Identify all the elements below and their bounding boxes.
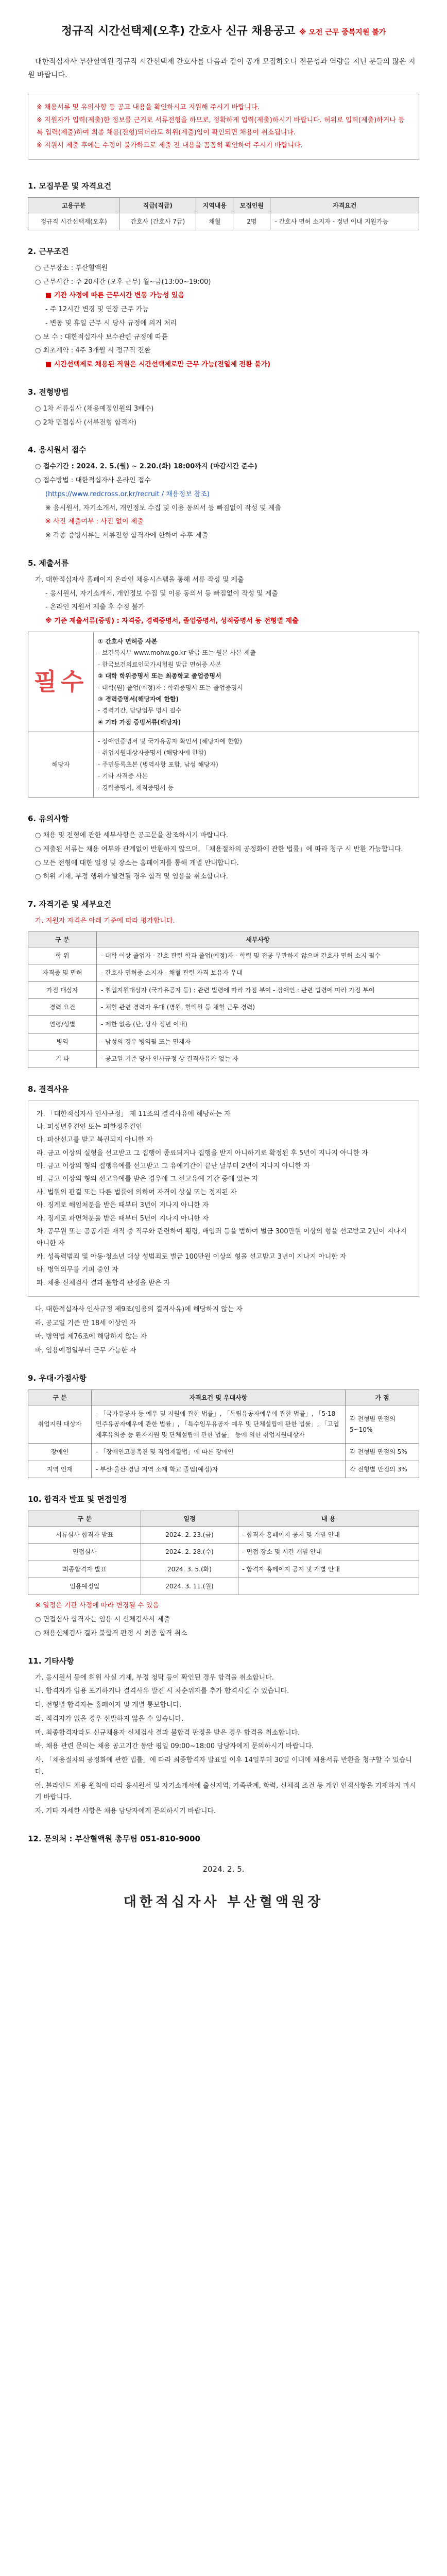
table-cell: - 합격자 홈페이지 공지 및 개별 안내 xyxy=(238,1561,419,1578)
section-heading: 5. 제출서류 xyxy=(28,558,69,568)
preference-table xyxy=(28,1389,419,1478)
table-row xyxy=(28,1016,419,1033)
list-item: - 경력기간, 담당업무 명시 필수 xyxy=(98,707,182,715)
table-row xyxy=(28,964,419,981)
text-line: 자. 기타 자세한 사항은 채용 담당자에게 문의하시기 바랍니다. xyxy=(35,1807,216,1816)
table-header: 구 분 xyxy=(28,1511,141,1526)
table-cell xyxy=(238,1578,419,1595)
list-item: - 장애인증명서 및 국가유공자 확인서 (해당자에 한함) xyxy=(98,738,243,745)
table-cell: - 「장애인고용촉진 및 직업재활법」에 따른 장애인 xyxy=(92,1444,346,1461)
text-line: 가. 대한적십자사 홈페이지 온라인 채용시스템을 통해 서류 작성 및 제출 xyxy=(35,575,244,584)
list-item: ① 간호사 면허증 사본 xyxy=(98,637,158,645)
disqualification-box xyxy=(28,1100,419,1297)
list-item: - 취업지원대상자증명서 (해당자에 한함) xyxy=(98,749,207,757)
text-line: ※ 각종 증빙서류는 서류전형 합격자에 한하여 추후 제출 xyxy=(45,532,209,540)
announcement-date: 2024. 2. 5. xyxy=(202,1864,245,1874)
list-item: - 한국보건의료인국가시험원 발급 면허증 사본 xyxy=(98,660,221,668)
list-item: 라. 금고 이상의 실형을 선고받고 그 집행이 종료되거나 집행을 받지 아니하기로 확정된 후 5년이 지나지 아니한 자 xyxy=(37,1149,368,1157)
table-header: 구 분 xyxy=(28,931,97,947)
list-item: 가. 「대한적십자사 인사규정」 제 11조의 결격사유에 해당하는 자 xyxy=(37,1110,231,1118)
text-line: ○ 허위 기재, 부정 행위가 발견될 경우 합격 및 임용을 취소합니다. xyxy=(35,873,228,881)
table-header: 자격요건 및 우대사항 xyxy=(92,1389,346,1405)
table-cell: 지역 인재 xyxy=(28,1461,92,1478)
table-cell: - 공고일 기준 당사 인사규정 상 결격사유가 없는 자 xyxy=(97,1050,419,1067)
text-line: ○ 채용 및 전형에 관한 세부사항은 공고문을 참조하시기 바랍니다. xyxy=(35,832,229,840)
table-cell: 자격증 및 면허 xyxy=(28,964,97,981)
text-line: 나. 합격자가 임용 포기하거나 결격사유 발견 시 차순위자를 추가 합격시킬 수 있습니다. xyxy=(35,1687,289,1696)
table-row xyxy=(28,1405,419,1443)
list-item: - 보건복지부 www.mohw.go.kr 발급 또는 원본 사본 제출 xyxy=(98,649,256,657)
table-cell: - 합격자 홈페이지 공지 및 개별 안내 xyxy=(238,1526,419,1543)
section-heading: 1. 모집부문 및 자격요건 xyxy=(28,181,112,191)
section-heading: 8. 결격사유 xyxy=(28,1084,69,1094)
text-line: ○ 2차 면접심사 (서류전형 합격자) xyxy=(35,418,136,427)
table-header: 구 분 xyxy=(28,1389,92,1405)
table-row xyxy=(28,213,419,230)
text-line: 가. 응시원서 등에 허위 사실 기재, 부정 청탁 등이 확인된 경우 합격을 취소합니다. xyxy=(35,1673,274,1682)
recruit-link[interactable]: (https://www.redcross.or.kr/recruit / 채용정보 참조) xyxy=(45,490,210,498)
list-item: 차. 공무원 또는 공공기관 재직 중 직무와 관련하여 횡령, 배임죄 등을 범하여 벌금 300만원 이상의 형을 선고받고 2년이 지나지 아니한 자 xyxy=(37,1228,407,1248)
text-line: - 온라인 지원서 제출 후 수정 불가 xyxy=(45,603,145,612)
text-line: 라. 적격자가 없을 경우 선발하지 않을 수 있습니다. xyxy=(35,1715,184,1723)
table-cell: 병역 xyxy=(28,1033,97,1050)
table-cell: - 취업지원대상자 (국가유공자 등) : 관련 법령에 따라 가점 부여 - 장애인 : 관련 법령에 따라 가점 부여 xyxy=(97,981,419,998)
contact-heading: 12. 문의처 : 부산혈액원 총무팀 051-810-9000 xyxy=(28,1834,200,1843)
table-row xyxy=(28,1461,419,1478)
table-cell: 장애인 xyxy=(28,1444,92,1461)
table-cell: 임용예정일 xyxy=(28,1578,141,1595)
table-cell: - 채혈 관련 경력자 우대 (병원, 혈액원 등 채혈 근무 경력) xyxy=(97,998,419,1015)
table-cell: 면접심사 xyxy=(28,1544,141,1561)
list-item: 바. 금고 이상의 형의 선고유예를 받은 경우에 그 선고유예 기간 중에 있는 자 xyxy=(37,1175,259,1183)
table-row xyxy=(28,1544,419,1561)
text-line: ■ 시간선택제로 채용된 직원은 시간선택제로만 근무 가능(전일제 전환 불가) xyxy=(45,361,271,369)
documents-table xyxy=(28,632,419,798)
text-line: ○ 최초계약 : 4주 3개월 시 정규직 전환 xyxy=(35,347,151,355)
table-row xyxy=(28,1561,419,1578)
table-row xyxy=(28,947,419,964)
text-line: ○ 1차 서류심사 (채용예정인원의 3배수) xyxy=(35,404,154,413)
table-cell: 간호사 (간호사 7급) xyxy=(119,213,196,230)
list-item: 자. 징계로 파면처분을 받은 때부터 5년이 지나지 아니한 자 xyxy=(37,1214,209,1223)
title-suffix: ※ 오전 근무 중복지원 불가 xyxy=(299,28,386,37)
table-cell: 2명 xyxy=(233,213,270,230)
table-row xyxy=(28,998,419,1015)
text-line: 다. 전형별 합격자는 홈페이지 및 개별 통보합니다. xyxy=(35,1701,182,1709)
table-row xyxy=(28,1050,419,1067)
table-cell: 해당자 xyxy=(28,732,94,798)
table-cell xyxy=(94,632,419,732)
section-heading: 10. 합격자 발표 및 면접일정 xyxy=(28,1494,127,1504)
table-cell: - 간호사 면허 소지자 - 정년 이내 지원가능 xyxy=(270,213,419,230)
recruitment-table xyxy=(28,197,419,230)
list-item: 파. 채용 신체검사 결과 불합격 판정을 받은 자 xyxy=(37,1279,170,1287)
text-line: ○ 접수기간 : 2024. 2. 5.(월) ~ 2.20.(화) 18:00까지 (마감시간 준수) xyxy=(35,463,257,471)
table-header: 세부사항 xyxy=(97,931,419,947)
table-row xyxy=(28,732,419,798)
table-header: 일정 xyxy=(141,1511,238,1526)
section-heading: 9. 우대·가점사항 xyxy=(28,1373,87,1383)
title-main: 정규직 시간선택제(오후) 간호사 신규 채용공고 xyxy=(61,25,296,38)
list-item: - 경력증명서, 재직증명서 등 xyxy=(98,784,174,791)
text-line: - 변동 및 휴일 근무 시 당사 규정에 의거 처리 xyxy=(45,319,177,327)
list-item: ④ 기타 가점 증빙서류(해당자) xyxy=(98,718,181,726)
section-heading: 7. 자격기준 및 세부요건 xyxy=(28,900,112,909)
text-line: ○ 근무시간 : 주 20시간 (오후 근무) 월~금(13:00~19:00) xyxy=(35,278,211,286)
list-item: 다. 파산선고를 받고 복권되지 아니한 자 xyxy=(37,1136,153,1144)
text-line: 아. 블라인드 채용 원칙에 따라 응시원서 및 자기소개서에 출신지역, 가족관계, 학력, 신체적 조건 등 개인 인적사항을 기재하지 마시기 바랍니다. xyxy=(35,1782,416,1802)
table-header: 지역내용 xyxy=(196,197,233,213)
required-label: 필수 xyxy=(33,668,88,696)
notice-item: ※ 지원자가 입력(제출)한 정보를 근거로 서류전형을 하므로, 정확하게 입력(제출)하시기 바랍니다. 허위로 입력(제출)하거나 등록 입력(제출)하여 최종 채용(전형)되더라도 허위(제출)임이 확인되면 채용이 취소됩니다. xyxy=(37,116,405,137)
list-item: - 기타 자격증 사본 xyxy=(98,772,148,780)
section-heading: 6. 유의사항 xyxy=(28,814,69,824)
table-cell: - 간호사 면허증 소지자 - 채혈 관련 자격 보유자 우대 xyxy=(97,964,419,981)
table-cell: 경력 요건 xyxy=(28,998,97,1015)
table-cell: 2024. 2. 28.(수) xyxy=(141,1544,238,1561)
table-cell: 각 전형별 만점의 5% xyxy=(346,1444,419,1461)
table-cell: 최종합격자 발표 xyxy=(28,1561,141,1578)
table-row xyxy=(28,632,419,732)
text-line: 라. 공고일 기준 만 18세 이상인 자 xyxy=(35,1319,136,1327)
table-cell: 2024. 3. 11.(월) xyxy=(141,1578,238,1595)
table-header: 내 용 xyxy=(238,1511,419,1526)
text-line: 다. 대한적십자사 인사규정 제9조(임용의 결격사유)에 해당하지 않는 자 xyxy=(35,1305,243,1313)
text-line: ※ 일정은 기관 사정에 따라 변경될 수 있음 xyxy=(35,1602,159,1610)
list-item: 카. 성폭력범죄 및 아동·청소년 대상 성범죄로 벌금 100만원 이상의 형을 선고받고 3년이 지나지 아니한 자 xyxy=(37,1252,347,1261)
table-cell: 각 전형별 만점의 3% xyxy=(346,1461,419,1478)
text-line: ○ 모든 전형에 대한 일정 및 장소는 홈페이지를 통해 개별 안내합니다. xyxy=(35,859,239,867)
text-line: 마. 최종합격자라도 신규채용자 신체검사 결과 불합격 판정을 받은 경우 합격을 취소합니다. xyxy=(35,1728,300,1737)
table-header: 모집인원 xyxy=(233,197,270,213)
table-header: 직급(직급) xyxy=(119,197,196,213)
text-line: ※ 사진 제출여부 : 사진 없이 제출 xyxy=(45,518,144,526)
table-cell: - 남성의 경우 병역필 또는 면제자 xyxy=(97,1033,419,1050)
list-item: 아. 징계로 해임처분을 받은 때부터 3년이 지나지 아니한 자 xyxy=(37,1201,209,1210)
text-line: ○ 면접심사 합격자는 임용 시 신체검사서 제출 xyxy=(35,1616,170,1624)
table-cell xyxy=(28,632,94,732)
table-cell: 기 타 xyxy=(28,1050,97,1067)
text-line: 가. 지원자 자격은 아래 기준에 따라 평가합니다. xyxy=(35,917,175,925)
table-row xyxy=(28,1578,419,1595)
text-line: ○ 제출된 서류는 채용 여부와 관계없이 반환하지 않으며, 「채용절차의 공정화에 관한 법률」에 따라 청구 시 반환 가능합니다. xyxy=(35,845,403,853)
table-cell: - 부산·울산·경남 지역 소재 학교 졸업(예정)자 xyxy=(92,1461,346,1478)
intro-text: 대한적십자사 부산혈액원 정규직 시간선택제 간호사를 다음과 같이 공개 모집하오니 전문성과 역량을 지닌 분들의 많은 지원 바랍니다. xyxy=(28,57,416,80)
list-item: - 대학(원) 졸업(예정)자 : 학위증명서 또는 졸업증명서 xyxy=(98,684,243,691)
table-cell: 채혈 xyxy=(196,213,233,230)
table-header: 고용구분 xyxy=(28,197,119,213)
schedule-table xyxy=(28,1511,419,1596)
table-row xyxy=(28,1526,419,1543)
table-cell: 연령/성별 xyxy=(28,1016,97,1033)
list-item: 타. 병역의무를 기피 중인 자 xyxy=(37,1266,118,1274)
text-line: ○ 보 수 : 대한적십자사 보수관련 규정에 따름 xyxy=(35,333,168,341)
page-title xyxy=(28,24,419,40)
table-cell: 2024. 3. 5.(화) xyxy=(141,1561,238,1578)
section-heading: 2. 근무조건 xyxy=(28,246,69,256)
list-item: 마. 금고 이상의 형의 집행유예를 선고받고 그 유예기간이 끝난 날부터 2년이 지나지 아니한 자 xyxy=(37,1162,310,1171)
table-cell: 서류심사 합격자 발표 xyxy=(28,1526,141,1543)
table-cell: - 「국가유공자 등 예우 및 지원에 관한 법률」, 「독립유공자예우에 관한 법률」, 「5·18민주유공자예우에 관한 법률」, 「특수임무유공자 예우 및 단체설립에 관한 법률」, 「고엽제후유의증 등 환자지원 및 단체설립에 관한 법률」 등에 의한 취업지원대상자 xyxy=(92,1405,346,1443)
table-row xyxy=(28,1033,419,1050)
list-item: ② 대학 학위증명서 또는 최종학교 졸업증명서 xyxy=(98,672,221,680)
table-cell: 취업지원 대상자 xyxy=(28,1405,92,1443)
text-line: 바. 임용예정일부터 근무 가능한 자 xyxy=(35,1347,136,1355)
section-heading: 11. 기타사항 xyxy=(28,1656,74,1666)
table-cell: 각 전형별 만점의 5~10% xyxy=(346,1405,419,1443)
table-cell: - 제한 없음 (단, 당사 정년 이내) xyxy=(97,1016,419,1033)
text-line: 마. 병역법 제76조에 해당하지 않는 자 xyxy=(35,1333,147,1341)
text-line: 바. 채용 관련 문의는 채용 공고기간 동안 평일 09:00~18:00 담당자에게 문의하시기 바랍니다. xyxy=(35,1742,314,1751)
table-cell: - 대학 이상 졸업자 - 간호 관련 학과 졸업(예정)자 - 학력 및 전공 무관하지 않으며 간호사 면허 소지 필수 xyxy=(97,947,419,964)
notice-item: ※ 지원서 제출 후에는 수정이 불가하므로 제출 전 내용을 꼼꼼히 확인하여 주시기 바랍니다. xyxy=(37,142,303,150)
section-heading: 4. 응시원서 접수 xyxy=(28,445,87,455)
text-line: ○ 접수방법 : 대한적십자사 온라인 접수 xyxy=(35,477,151,485)
text-line: ※ 응시원서, 자기소개서, 개인정보 수집 및 이용 동의서 등 빠짐없이 작성 및 제출 xyxy=(45,504,282,512)
text-line: - 응시원서, 자기소개서, 개인정보 수집 및 이용 동의서 등 빠짐없이 작성 및 제출 xyxy=(45,589,278,598)
organization-name: 대한적십자사 부산혈액원장 xyxy=(123,1894,324,1910)
list-item: - 주민등록초본 (병역사항 포함, 남성 해당자) xyxy=(98,760,218,768)
table-row xyxy=(28,981,419,998)
list-item: 나. 피성년후견인 또는 피한정후견인 xyxy=(37,1123,142,1131)
list-item: ③ 경력증명서(해당자에 한함) xyxy=(98,695,179,703)
text-line: ○ 채용신체검사 결과 불합격 판정 시 최종 합격 취소 xyxy=(35,1629,187,1637)
table-cell xyxy=(94,732,419,798)
list-item: 사. 법원의 판결 또는 다른 법률에 의하여 자격이 상실 또는 정지된 자 xyxy=(37,1188,237,1196)
text-line: ■ 기관 사정에 따른 근무시간 변동 가능성 있음 xyxy=(45,292,185,300)
text-line: ※ 기준 제출서류(증빙) : 자격증, 경력증명서, 졸업증명서, 성적증명서 등 전형별 제출 xyxy=(45,617,299,625)
table-row xyxy=(28,1444,419,1461)
table-cell: 정규직 시간선택제(오후) xyxy=(28,213,119,230)
table-header: 자격요건 xyxy=(270,197,419,213)
notice-item: ※ 채용서류 및 유의사항 등 공고 내용을 확인하시고 지원해 주시기 바랍니다. xyxy=(37,103,260,111)
text-line: ○ 근무장소 : 부산혈액원 xyxy=(35,264,108,272)
section-heading: 3. 전형방법 xyxy=(28,387,69,397)
table-cell: 2024. 2. 23.(금) xyxy=(141,1526,238,1543)
table-cell: - 면접 장소 및 시간 개별 안내 xyxy=(238,1544,419,1561)
qualification-table xyxy=(28,931,419,1068)
text-line: - 주 12시간 변경 및 연장 근무 가능 xyxy=(45,306,149,314)
notice-box xyxy=(28,94,419,160)
table-header: 가 점 xyxy=(346,1389,419,1405)
table-cell: 학 위 xyxy=(28,947,97,964)
text-line: 사. 「채용절차의 공정화에 관한 법률」에 따라 최종합격자 발표일 이후 14일부터 30일 이내에 채용서류 반환을 청구할 수 있습니다. xyxy=(35,1756,412,1776)
table-cell: 가점 대상자 xyxy=(28,981,97,998)
